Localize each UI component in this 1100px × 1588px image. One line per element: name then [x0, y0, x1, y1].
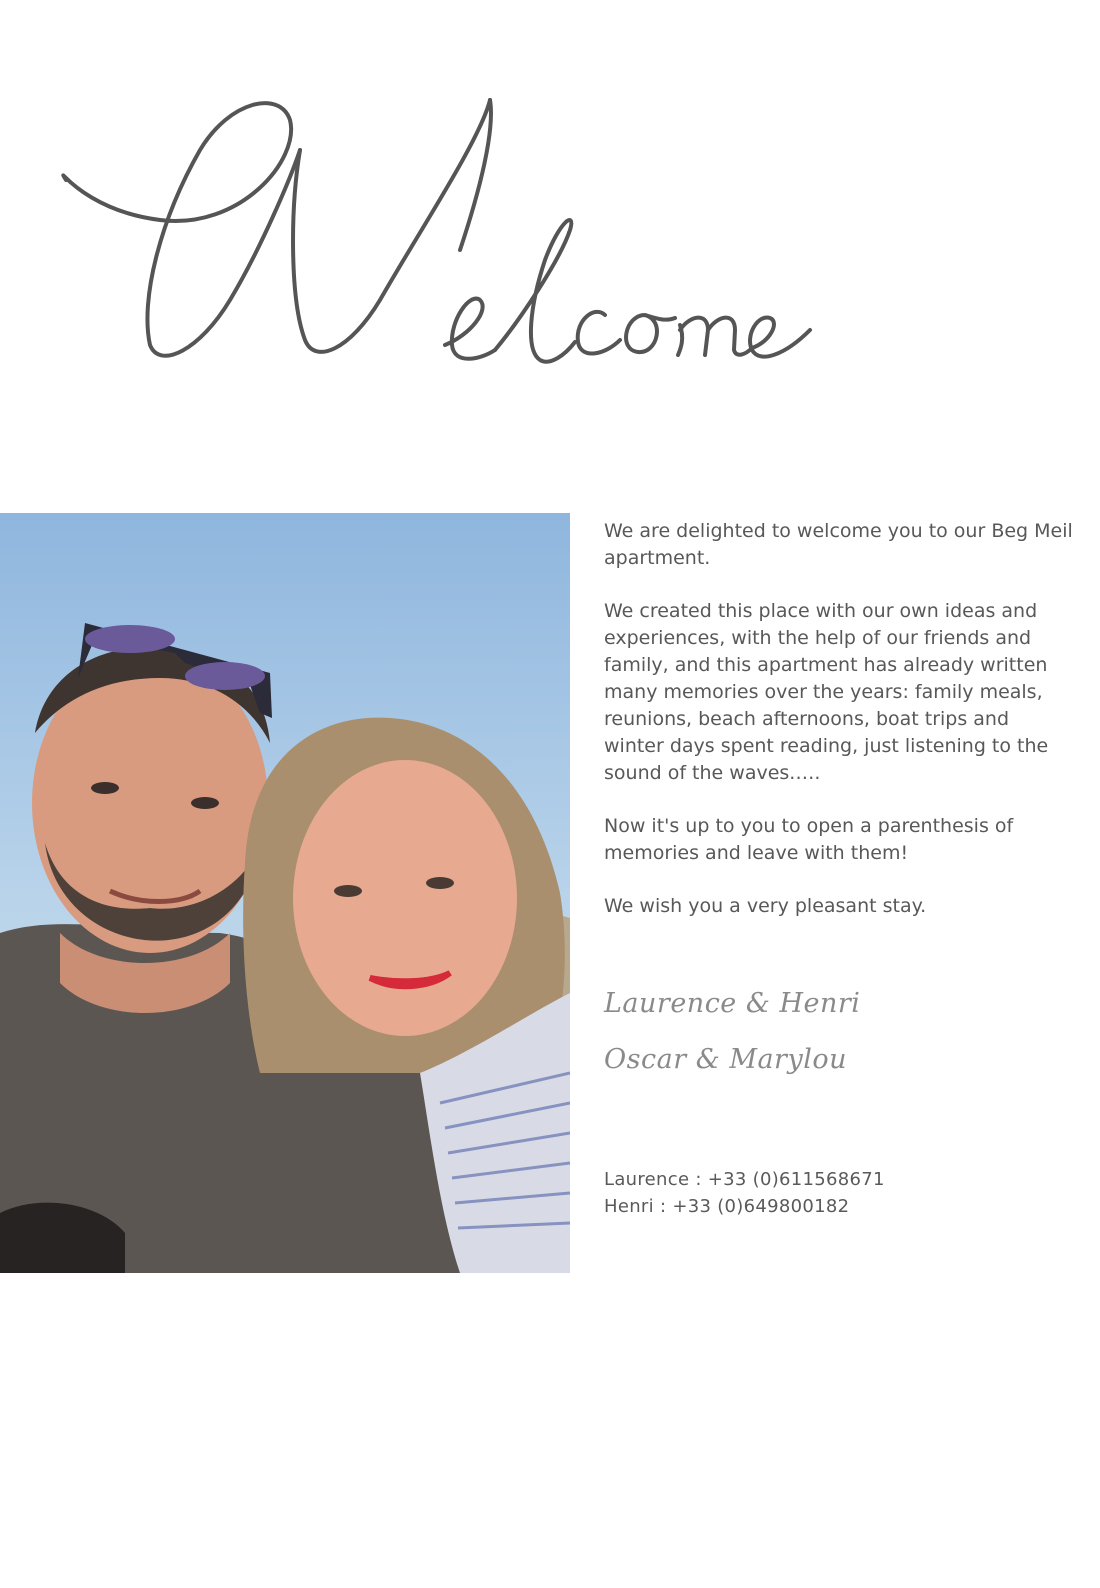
signature-children: Oscar & Marylou: [604, 1044, 847, 1075]
message-paragraph-1: We are delighted to welcome you to our Beg Meil apartment.: [604, 520, 1073, 569]
message-paragraph-4: We wish you a very pleasant stay.: [604, 895, 927, 917]
couple-photo: [0, 513, 570, 1273]
message-paragraph-2: We created this place with our own ideas and experiences, with the help of our friends and family, and this apartment has already written many memories over the years: family meals, reunions, beach afternoons, boat trips and winter days spent reading, just listening to the sound of the waves.….: [604, 600, 1049, 784]
signatures: [604, 988, 904, 1100]
welcome-script-heading: [40, 60, 860, 400]
contact-info: [604, 1166, 1004, 1220]
welcome-title: [40, 60, 860, 400]
contact-laurence: Laurence : +33 (0)611568671: [604, 1169, 885, 1190]
signature-parents: Laurence & Henri: [604, 988, 861, 1019]
message-paragraph-3: Now it's up to you to open a parenthesis of memories and leave with them!: [604, 815, 1014, 864]
contact-henri: Henri : +33 (0)649800182: [604, 1196, 850, 1217]
welcome-message: [604, 518, 1074, 946]
photo-illustration: [0, 513, 570, 1273]
